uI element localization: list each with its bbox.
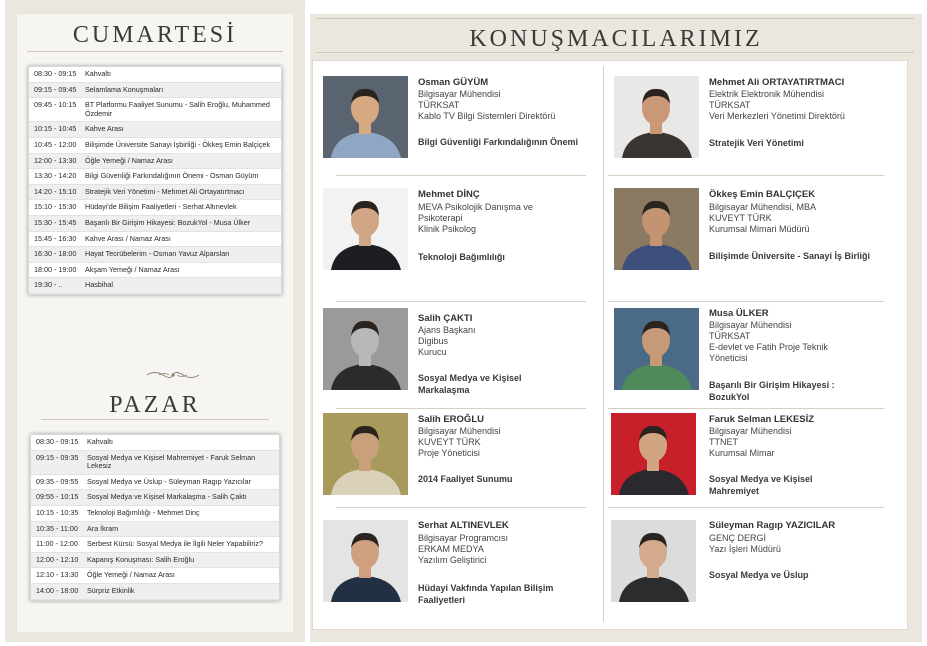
speaker-detail-line: Bilgisayar Programcısı xyxy=(418,533,509,543)
speaker-photo xyxy=(323,188,408,270)
schedule-time: 12:00 - 12:10 xyxy=(36,554,79,564)
schedule-activity: Kahvaltı xyxy=(85,69,111,78)
schedule-row xyxy=(29,185,281,201)
speaker-detail-line: Proje Yöneticisi xyxy=(418,448,480,458)
schedule-row xyxy=(29,232,281,248)
schedule-row xyxy=(31,475,279,491)
speaker-name: Faruk Selman LEKESİZ xyxy=(709,414,815,425)
speaker-details xyxy=(418,89,555,122)
speaker-name: Salih ÇAKTI xyxy=(418,313,473,324)
speaker-name: Serhat ALTINEVLEK xyxy=(418,520,509,531)
speaker-photo xyxy=(614,76,699,158)
schedule-activity: Kahve Arası / Namaz Arası xyxy=(85,233,171,243)
speaker-name: Mehmet Ali ORTAYATIRTMACI xyxy=(709,77,845,88)
schedule-time: 10:15 - 10:45 xyxy=(34,124,77,134)
speaker-details xyxy=(418,426,501,459)
row-divider xyxy=(336,507,586,508)
schedule-row xyxy=(31,522,279,538)
schedule-activity: Ara İkram xyxy=(87,523,119,533)
schedule-activity: Bilgi Güvenliği Farkındalığının Önemi - Osman Güyüm xyxy=(85,171,259,181)
speaker-detail-line: Yazı İşleri Müdürü xyxy=(709,544,781,554)
speaker-detail-line: KUVEYT TÜRK xyxy=(418,437,481,447)
schedule-time: 10:45 - 12:00 xyxy=(34,139,77,149)
speaker-name: Salih EROĞLU xyxy=(418,414,484,425)
speaker-detail-line: Kurumsal Mimari Müdürü xyxy=(709,224,810,234)
speaker-detail-line: Ajans Başkanı xyxy=(418,325,476,335)
speaker-detail-line: GENÇ DERGİ xyxy=(709,533,767,543)
schedule-time: 16:30 - 18:00 xyxy=(34,249,77,259)
schedule-row xyxy=(31,506,279,522)
speaker-detail-line: TÜRKSAT xyxy=(418,100,460,110)
schedule-activity: Sürpriz Etkinlik xyxy=(87,585,135,595)
speaker-details xyxy=(709,426,792,459)
schedule-row xyxy=(29,138,281,154)
speaker-detail-line: E-devlet ve Fatih Proje Teknik xyxy=(709,342,828,352)
schedule-row xyxy=(31,435,279,451)
speaker-detail-line: Bilgisayar Mühendisi, MBA xyxy=(709,202,817,212)
ornament-divider-icon xyxy=(145,369,201,381)
schedule-time: 15:10 - 15:30 xyxy=(34,202,77,212)
schedule-time: 09:35 - 09:55 xyxy=(36,476,79,486)
schedule-time: 09:15 - 09:45 xyxy=(34,84,77,94)
speaker-topic: 2014 Faaliyet Sunumu xyxy=(418,474,513,484)
speaker-detail-line: Yöneticisi xyxy=(709,353,748,363)
speaker-detail-line: Kurucu xyxy=(418,347,447,357)
schedule-row xyxy=(29,200,281,216)
schedule-row xyxy=(29,169,281,185)
schedule-row xyxy=(29,216,281,232)
schedule-time: 10:35 - 11:00 xyxy=(36,523,78,533)
schedule-time: 14:20 - 15:10 xyxy=(34,186,77,196)
speaker-detail-line: ERKAM MEDYA xyxy=(418,544,484,554)
sunday-title: PAZAR xyxy=(109,392,201,418)
row-divider xyxy=(336,408,586,409)
speaker-topic: Sosyal Medya ve Kişisel Mahremiyet xyxy=(709,474,813,496)
speaker-detail-line: Veri Merkezleri Yönetimi Direktörü xyxy=(709,111,845,121)
speaker-photo xyxy=(323,520,408,602)
schedule-time: 11:00 - 12:00 xyxy=(36,539,78,549)
schedule-row xyxy=(31,537,279,553)
speaker-detail-line: Bilgisayar Mühendisi xyxy=(709,426,792,436)
schedule-activity: Stratejik Veri Yönetimi - Mehmet Ali Ortayatırtmacı xyxy=(85,186,245,196)
speakers-column-divider xyxy=(603,66,604,622)
schedule-time: 08:30 - 09:15 xyxy=(36,437,79,446)
row-divider xyxy=(608,175,884,176)
row-divider xyxy=(608,507,884,508)
speaker-photo xyxy=(611,413,696,495)
speaker-detail-line: Psikoterapi xyxy=(418,213,463,223)
speaker-name: Osman GÜYÜM xyxy=(418,77,489,88)
speaker-photo xyxy=(611,520,696,602)
schedule-activity: Selamlama Konuşmaları xyxy=(85,84,164,94)
row-divider xyxy=(608,301,884,302)
speaker-detail-line: TÜRKSAT xyxy=(709,331,751,341)
schedule-time: 13:30 - 14:20 xyxy=(34,171,77,181)
saturday-title: CUMARTESİ xyxy=(72,22,238,48)
speaker-topic: Sosyal Medya ve Kişisel Markalaşma xyxy=(418,373,522,395)
schedule-time: 19:30 - .. xyxy=(34,280,63,290)
speaker-detail-line: Yazılım Geliştirici xyxy=(418,555,487,565)
schedule-row xyxy=(31,584,279,600)
speaker-name: Ökkeş Emin BALÇIÇEK xyxy=(709,189,816,200)
schedule-row xyxy=(31,553,279,569)
speaker-topic: Bilişimde Üniversite - Sanayi İş Birliği xyxy=(709,251,871,261)
schedule-time: 08:30 - 09:15 xyxy=(34,69,77,78)
schedule-activity: Bilişimde Üniversite Sanayi İşbirliği - Ökkeş Emin Balçiçek xyxy=(85,139,270,149)
schedule-row xyxy=(31,568,279,584)
schedule-activity: Hayat Tecrübelerim - Osman Yavuz Alparslan xyxy=(85,249,230,259)
speaker-detail-line: TTNET xyxy=(709,437,738,447)
speaker-detail-line: KUVEYT TÜRK xyxy=(709,213,772,223)
speaker-details xyxy=(418,325,476,358)
row-divider xyxy=(608,408,884,409)
speaker-detail-line: Elektrik Elektronik Mühendisi xyxy=(709,89,825,99)
saturday-schedule-table xyxy=(28,66,282,295)
schedule-row xyxy=(29,67,281,83)
schedule-activity: Serbest Kürsü: Sosyal Medya ile İlgili Neler Yapabiliriz? xyxy=(87,539,263,549)
schedule-activity: Kahve Arası xyxy=(85,124,124,134)
schedule-row xyxy=(29,83,281,99)
speaker-detail-line: Digibus xyxy=(418,336,449,346)
speaker-detail-line: Bilgisayar Mühendisi xyxy=(418,89,501,99)
speakers-top-rule xyxy=(316,18,914,19)
schedule-activity: BT Platformu Faaliyet Sunumu - Salih Eroğlu, Muhammed Özdemir xyxy=(85,100,270,118)
speaker-detail-line: TÜRKSAT xyxy=(709,100,751,110)
speaker-details xyxy=(709,89,845,122)
schedule-row xyxy=(29,263,281,279)
schedule-time: 15:45 - 16:30 xyxy=(34,233,77,243)
speaker-photo xyxy=(323,76,408,158)
speaker-detail-line: Kablo TV Bilgi Sistemleri Direktörü xyxy=(418,111,556,121)
speaker-name: Musa ÜLKER xyxy=(709,308,769,319)
speaker-name: Mehmet DİNÇ xyxy=(418,189,480,200)
schedule-activity: Akşam Yemeği / Namaz Arası xyxy=(85,264,180,274)
schedule-row xyxy=(29,122,281,138)
speaker-detail-line: Klinik Psikolog xyxy=(418,224,477,234)
speaker-topic: Stratejik Veri Yönetimi xyxy=(709,138,804,148)
schedule-time: 14:00 - 18:00 xyxy=(36,585,79,595)
speaker-photo xyxy=(323,308,408,390)
schedule-time: 15:30 - 15:45 xyxy=(34,217,77,227)
speakers-title-rule xyxy=(316,52,914,53)
speaker-detail-line: Bilgisayar Mühendisi xyxy=(709,320,792,330)
schedule-activity: Sosyal Medya ve Üslup - Süleyman Ragıp Yazıcılar xyxy=(87,476,251,486)
schedule-row xyxy=(29,247,281,263)
schedule-row xyxy=(31,451,279,475)
sunday-title-rule xyxy=(41,419,269,420)
schedule-activity: Teknoloji Bağımlılığı - Mehmet Dinç xyxy=(87,507,200,517)
speaker-details xyxy=(418,533,508,566)
speaker-detail-line: Bilgisayar Mühendisi xyxy=(418,426,501,436)
speaker-topic: Başarılı Bir Girişim Hikayesi : BozukYol xyxy=(709,380,835,402)
schedule-time: 09:45 - 10:15 xyxy=(34,100,77,110)
sunday-schedule-table xyxy=(30,434,280,601)
schedule-row xyxy=(31,490,279,506)
schedule-time: 12:10 - 13:30 xyxy=(36,570,79,580)
schedule-activity: Kahvaltı xyxy=(87,437,113,446)
speaker-name: Süleyman Ragıp YAZICILAR xyxy=(709,520,836,531)
schedule-time: 09:15 - 09:35 xyxy=(36,452,79,462)
row-divider xyxy=(336,175,586,176)
saturday-title-rule xyxy=(27,51,283,52)
schedule-activity: Hasbihal xyxy=(85,280,113,290)
speaker-details xyxy=(709,202,816,235)
speaker-details xyxy=(709,320,828,364)
speaker-photo xyxy=(323,413,408,495)
speakers-title: KONUŞMACILARIMIZ xyxy=(469,26,763,52)
speaker-topic: Bilgi Güvenliği Farkındalığının Önemi xyxy=(418,137,579,147)
schedule-row xyxy=(29,154,281,170)
speaker-details xyxy=(418,202,533,235)
schedule-activity: Başarılı Bir Girişim Hikayesi: BozukYol - Musa Ülker xyxy=(85,217,251,227)
schedule-panel xyxy=(17,14,293,632)
speaker-detail-line: MEVA Psikolojik Danışma ve xyxy=(418,202,533,212)
schedule-activity: Sosyal Medya ve Kişisel Mahremiyet - Faruk Selman Lekesiz xyxy=(87,452,256,471)
speaker-detail-line: Kurumsal Mimar xyxy=(709,448,775,458)
speaker-photo xyxy=(614,188,699,270)
schedule-activity: Hüdayi'de Bilişim Faaliyetleri - Serhat Altınevlek xyxy=(85,202,237,212)
schedule-time: 10:15 - 10:35 xyxy=(36,507,79,517)
schedule-time: 09:55 - 10:15 xyxy=(36,492,79,502)
speaker-details xyxy=(709,533,781,555)
schedule-activity: Öğle Yemeği / Namaz Arası xyxy=(87,570,175,580)
speaker-topic: Hüdayi Vakfında Yapılan Bilişim Faaliyetleri xyxy=(418,583,554,605)
row-divider xyxy=(336,301,586,302)
schedule-activity: Sosyal Medya ve Kişisel Markalaşma - Salih Çaktı xyxy=(87,492,247,502)
schedule-time: 18:00 - 19:00 xyxy=(34,264,77,274)
schedule-activity: Öğle Yemeği / Namaz Arası xyxy=(85,155,173,165)
speaker-topic: Teknoloji Bağımlılığı xyxy=(418,252,505,262)
speaker-photo xyxy=(614,308,699,390)
schedule-time: 12:00 - 13:30 xyxy=(34,155,77,165)
schedule-activity: Kapanış Konuşması: Salih Eroğlu xyxy=(87,554,195,564)
schedule-row xyxy=(29,278,281,294)
schedule-row xyxy=(29,98,281,122)
speaker-topic: Sosyal Medya ve Üslup xyxy=(709,570,809,580)
